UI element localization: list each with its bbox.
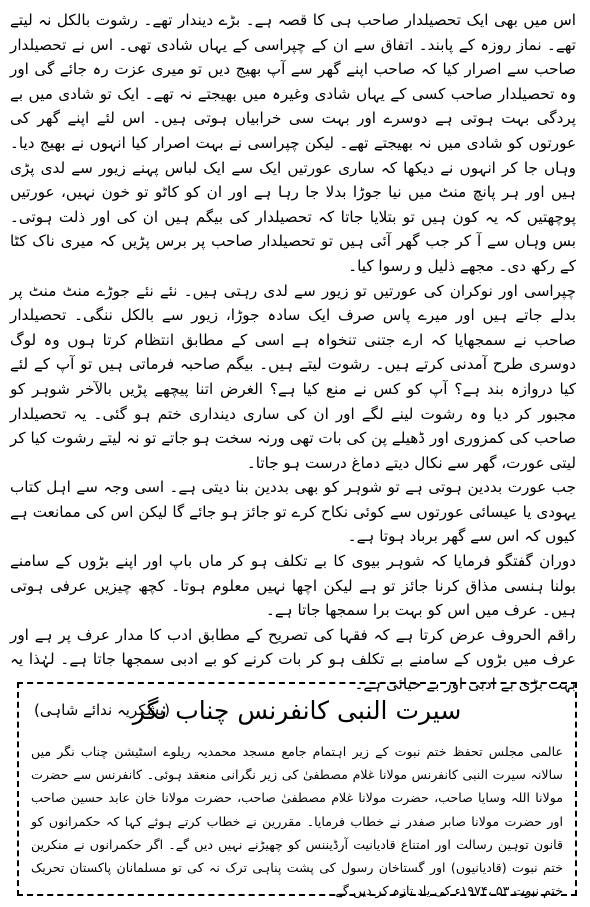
article-paragraph-3: جب عورت بددین ہوتی ہے تو شوہر کو بھی بددین بنا دیتی ہے۔ اسی وجہ سے اہل کتاب یہودی یا عیسائی عورتوں سے کوئی نکاح کرے تو جائز ہو جائے گا لیکن اس کی ممانعت ہے کیوں کہ اس سے گھر برباد ہوتا ہے۔ (10, 478, 576, 546)
announcement-title: سیرت النبی کانفرنس چناب نگر (132, 696, 462, 725)
article-body (10, 8, 576, 697)
article-paragraph-4: دوران گفتگو فرمایا کہ شوہر بیوی کا بے تکلف ہو کر ماں باپ اور اپنے بڑوں کے سامنے بولنا ہنسی مذاق کرنا جائز تو ہے لیکن اچھا نہیں معلوم ہوتا۔ کچھ چیزیں عرفی ہوتی ہیں۔ عرف میں اس کو بہت برا سمجھا جاتا ہے۔ (10, 552, 576, 620)
article-paragraph-1: اس میں بھی ایک تحصیلدار صاحب ہی کا قصہ ہے۔ بڑے دیندار تھے۔ رشوت بالکل نہ لیتے تھے۔ نماز روزہ کے پابند۔ اتفاق سے ان کے چپراسی کے یہاں شادی تھی۔ اس نے تحصیلدار صاحب سے اصرار کیا کہ صاحب اپنے گھر سے آپ بھیج دیں تو میری عزت رہ جائے گی اور وہ تحصیلدار صاحب کسی کے یہاں شادی وغیرہ میں بھیجتے نہ تھے۔ ایک تو شادی میں بے پردگی بہت ہوتی ہے دوسرے اور بہت سی خرابیاں ہوتی ہیں۔ اس لئے اپنے گھر کی عورتوں کو شادی میں نہ بھیجتے تھے۔ لیکن چپراسی نے بہت اصرار کیا انہوں نے بھیج دیا۔ وہاں جا کر انہوں نے دیکھا کہ ساری عورتیں ایک سے ایک لباس پہنے زیور سے لدی پڑی ہیں اور ہر پانچ منٹ میں نیا جوڑا بدلا جا رہا ہے اور ان کو کاٹو تو خون نہیں، عورتیں پوچھتیں کہ یہ کون ہیں تو بتلایا جاتا کہ تحصیلدار کی بیگم ہیں ان کی اور ذلت ہوتی۔ بس وہاں سے آ کر جب گھر آئی ہیں تو تحصیلدار صاحب پر برس پڑیں کہ میری ناک کٹا کے رکھ دی۔ مجھے ذلیل و رسوا کیا۔ (10, 11, 576, 275)
article-credit: (بشکریہ ندائے شاہی) (34, 700, 170, 719)
article-paragraph-5: راقم الحروف عرض کرتا ہے کہ فقہا کی تصریح کے مطابق ادب کا مدار عرف پر ہے اور عرف میں بڑوں کے سامنے بے تکلف ہو کر بات کرنے کو بے ادبی سمجھا جاتا ہے۔ لہٰذا یہ بہت بڑی بے ادبی اور بے حیائی ہے۔ (10, 625, 576, 694)
announcement-body: عالمی مجلس تحفظ ختم نبوت کے زیر اہتمام جامع مسجد محمدیہ ریلوے اسٹیشن چناب نگر میں سالانہ سیرت النبی کانفرنس مولانا غلام مصطفیٰ کی زیر نگرانی منعقد ہوئی۔ کانفرنس سے حضرت مولانا اللہ وسایا صاحب، حضرت مولانا غلام مصطفیٰ صاحب، حضرت مولانا خان عابد حسین صاحب اور حضرت مولانا صابر صفدر نے خطاب فرمایا۔ مقررین نے خطاب کرتے ہوئے کہا کہ حکمرانوں کو قانون توہین رسالت اور امتناع قادیانیت آرڈیننس کو چھیڑنے نہیں دیں گے۔ اگر حکمرانوں نے منکرین ختم نبوت (قادیانیوں) اور گستاخان رسول کی پشت پناہی ترک نہ کی تو مسلمانان پاکستان تحریک ختم نبوت ۵۳ ،۱۹۷۴ء کی یاد تازہ کر دیں گے۔ (31, 744, 563, 899)
article-paragraph-2: چپراسی اور نوکران کی عورتیں تو زیور سے لدی رہتی ہیں۔ نئے نئے جوڑے منٹ منٹ پر بدلے جاتے ہیں اور میرے پاس صرف ایک سادہ جوڑا، زیور سے بالکل ننگی۔ تحصیلدار صاحب نے سمجھایا کہ ارے جتنی تنخواہ ہے اسی کے مطابق انتظام کرتا ہوں وہ لوگ دوسری طرح آمدنی کرتے ہیں۔ رشوت لیتے ہیں۔ بیگم صاحبہ فرماتی ہیں تو آپ کے لئے کیا دروازہ بند ہے؟ آپ کو کس نے منع کیا ہے؟ الغرض اتنا پیچھے پڑیں بالآخر شوہر کو مجبور کر دیا وہ رشوت لینے لگے اور ان کی ساری دینداری ختم ہو گئی۔ یہ تحصیلدار صاحب کی کمزوری اور ڈھیلے پن کی بات تھی ورنہ سخت ہو جاتے تو نہ لیتے رشوت کیا کر لیتی عورت، گھر سے نکال دیتے دماغ درست ہو جاتا۔ (10, 281, 576, 472)
announcement-box (17, 682, 577, 899)
